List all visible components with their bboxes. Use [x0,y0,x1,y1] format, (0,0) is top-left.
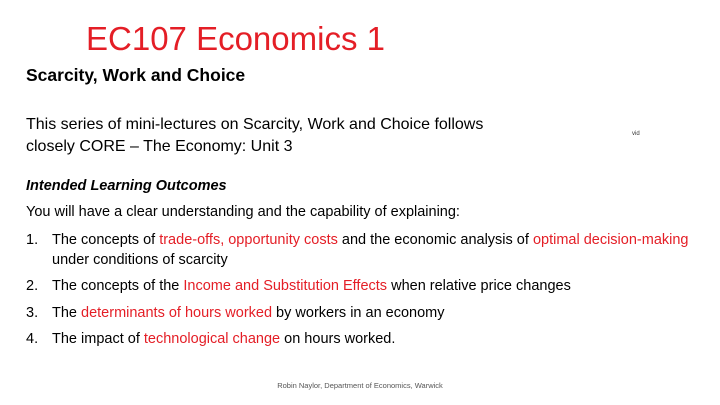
outcome-item-3 [26,304,696,324]
outcome-highlight: Income and Substitution Effects [183,278,388,294]
outcome-item-1 [26,231,696,270]
outcome-text: and the economic analysis of [337,232,533,248]
learning-outcomes-heading: Intended Learning Outcomes [26,178,227,194]
slide-footer: Robin Naylor, Department of Economics, Warwick [277,381,443,390]
outcome-text: on hours worked. [280,331,396,347]
intro-paragraph [26,114,586,158]
outcome-highlight: trade-offs, opportunity costs [159,232,338,248]
slide-subtitle: Scarcity, Work and Choice [26,65,246,85]
outcome-number: 3. [26,304,39,321]
outcome-text: The concepts of the [52,278,184,294]
outcome-text: when relative price changes [387,278,571,294]
outcome-item-2 [26,277,696,297]
outcome-text: under conditions of scarcity [52,251,228,268]
learning-outcomes-list [26,231,696,357]
outcome-text: The impact of [52,331,144,347]
outcome-text: by workers in an economy [272,304,445,321]
outcome-item-4 [26,330,696,350]
slide-title: EC107 Economics 1 [86,20,385,57]
outcome-number: 2. [26,278,39,294]
outcome-text: The concepts of [52,232,160,248]
outcome-number: 4. [26,331,39,347]
outcome-highlight: determinants of hours worked [81,304,273,321]
outcome-highlight: optimal decision-making [532,232,689,248]
outcome-number: 1. [26,232,39,248]
intro-line-1: This series of mini-lectures on Scarcity, Work and Choice follows [26,116,484,133]
video-link[interactable]: vid [632,131,640,137]
outcome-text: The [52,304,82,321]
intro-line-2: closely CORE – The Economy: Unit 3 [26,138,293,155]
outcome-highlight: technological change [143,331,281,347]
learning-outcomes-intro: You will have a clear understanding and the capability of explaining: [26,204,460,220]
